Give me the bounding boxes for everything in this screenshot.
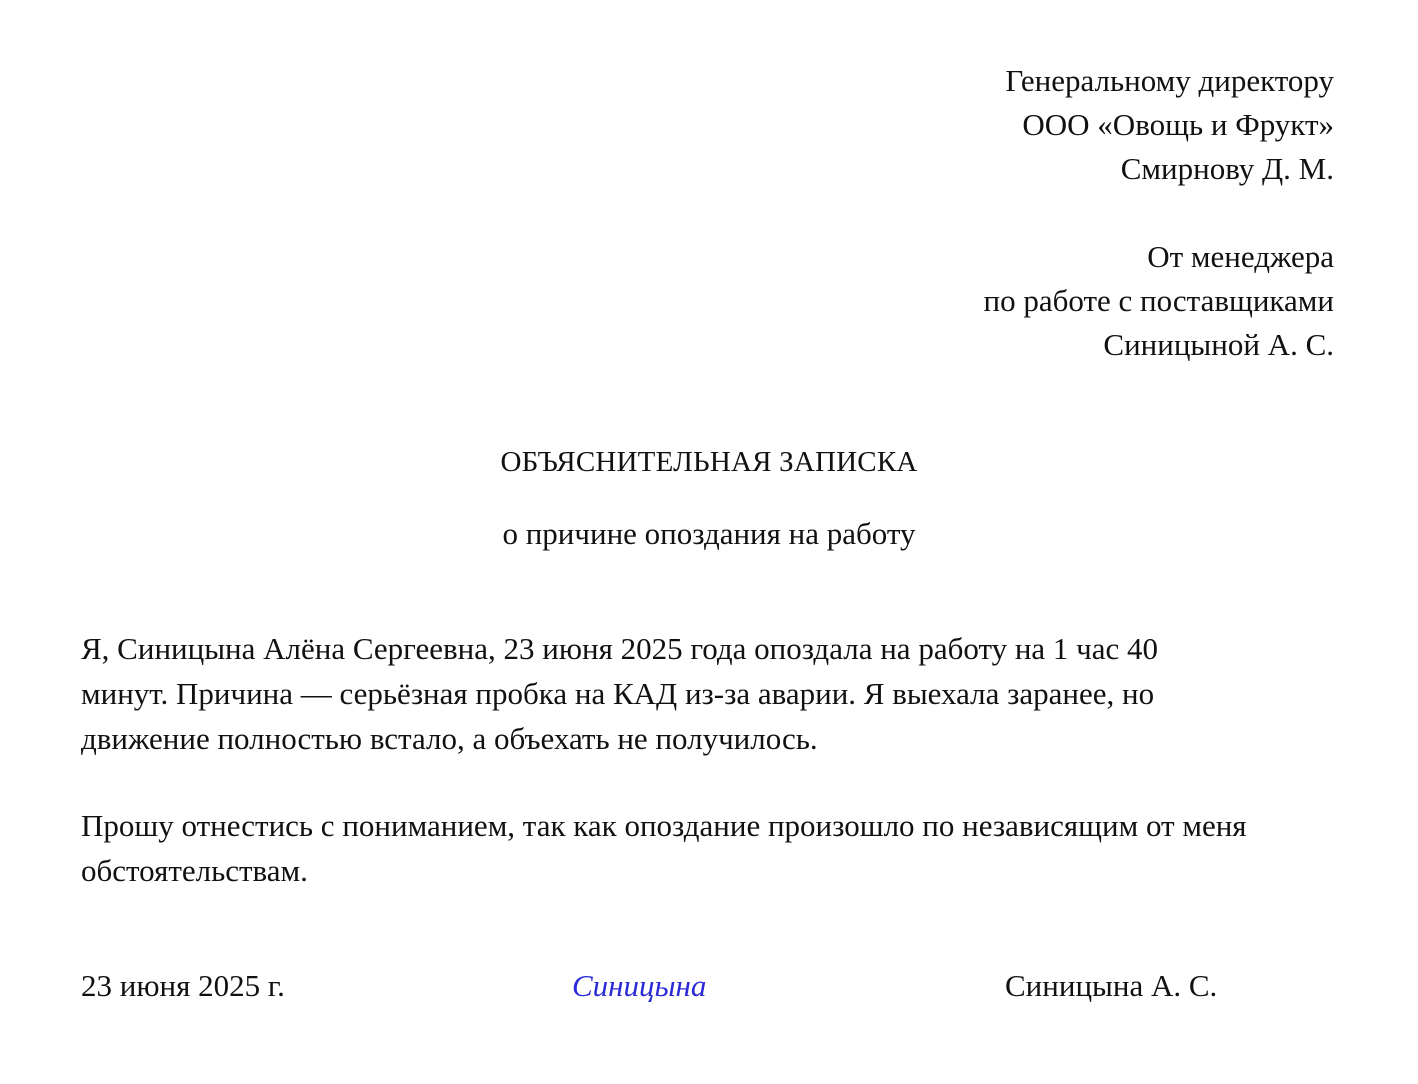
body-line: минут. Причина — серьёзная пробка на КАД из-за аварии. Я выехала заранее, но xyxy=(81,676,1155,711)
body-line: Я, Синицына Алёна Сергеевна, 23 июня 2025 года опоздала на работу на 1 час 40 xyxy=(81,631,1159,666)
body-line: Прошу отнестись с пониманием, так как опоздание произошло по независящим от меня xyxy=(81,808,1247,843)
document-title: ОБЪЯСНИТЕЛЬНАЯ ЗАПИСКА xyxy=(500,446,918,478)
body-line: обстоятельствам. xyxy=(81,853,308,888)
addressee-position: Генеральному директору xyxy=(1005,63,1334,98)
body-paragraph-request xyxy=(81,803,1341,893)
document-subtitle: о причине опоздания на работу xyxy=(502,516,916,551)
body-line: движение полностью встало, а объехать не получилось. xyxy=(81,721,818,756)
addressee-name: Смирнову Д. М. xyxy=(1120,151,1334,186)
sender-position: по работе с поставщиками xyxy=(983,283,1334,318)
sender-from: От менеджера xyxy=(1147,239,1334,274)
signature: Синицына xyxy=(572,968,707,1003)
body-paragraph-explanation xyxy=(81,626,1341,761)
footer-name: Синицына А. С. xyxy=(1005,968,1218,1003)
sender-block xyxy=(984,235,1335,367)
addressee-block xyxy=(1005,59,1334,191)
footer-date: 23 июня 2025 г. xyxy=(81,968,285,1003)
sender-name: Синицыной А. С. xyxy=(1103,327,1334,362)
addressee-company: ООО «Овощь и Фрукт» xyxy=(1022,107,1334,142)
